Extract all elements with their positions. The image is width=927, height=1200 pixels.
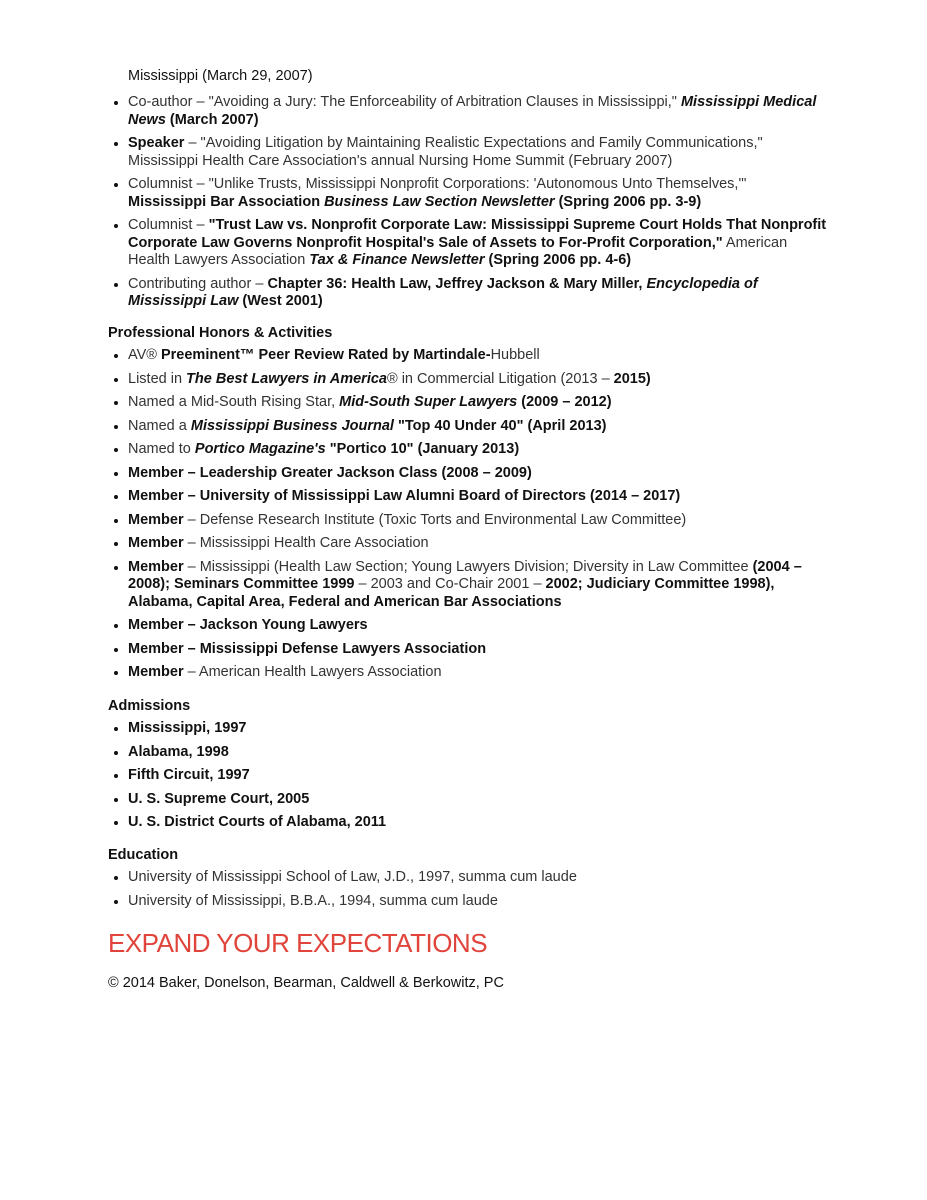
- honor-item-text: Named to: [128, 441, 195, 457]
- honor-item-text: – Defense Research Institute (Toxic Torts and Environmental Law Committee): [183, 511, 687, 528]
- publication-item-text: (Spring 2006 pp. 3-9): [554, 193, 702, 210]
- bullet-icon: [114, 448, 118, 452]
- bullet-icon: [114, 378, 118, 382]
- publication-item: [108, 94, 828, 129]
- honor-item-text: Mississippi Business Journal: [190, 417, 394, 434]
- admission-item-text: Fifth Circuit, 1997: [128, 767, 250, 783]
- publication-item-text: Mississippi Medical News: [128, 94, 817, 128]
- honor-item-text: Member: [128, 664, 184, 680]
- honor-item-text: Preeminent™ Peer Review Rated by Martindale-: [160, 347, 491, 363]
- honor-item-text: – Mississippi (Health Law Section; Young Lawyers Division; Diversity in Law Committee: [183, 558, 753, 575]
- honor-item-text: (2004 – 2008); Seminars Committee 1999: [128, 558, 802, 592]
- honor-item: [108, 617, 828, 635]
- publication-item: [108, 217, 828, 270]
- honor-item: [108, 371, 828, 389]
- honor-item-text: Member – Jackson Young Lawyers: [128, 617, 368, 633]
- publication-item-text: Speaker: [128, 135, 185, 151]
- admission-item: [108, 744, 828, 762]
- honor-item-text: – American Health Lawyers Association: [183, 664, 442, 680]
- honor-item: [108, 441, 828, 459]
- bullet-icon: [114, 183, 118, 187]
- honor-item-text: – Mississippi Health Care Association: [183, 535, 429, 551]
- honor-item: [108, 347, 828, 365]
- honor-item-text: Member – Leadership Greater Jackson Class (2008 – 2009): [128, 464, 532, 481]
- bullet-icon: [114, 224, 118, 228]
- publication-item: [108, 276, 828, 311]
- honor-item-text: (2009 – 2012): [517, 394, 612, 410]
- honor-item-text: 2015): [613, 370, 651, 387]
- bullet-icon: [114, 401, 118, 405]
- continued-line: Mississippi (March 29, 2007): [128, 68, 313, 84]
- bullet-icon: [114, 425, 118, 429]
- honors-list: [108, 347, 828, 688]
- bullet-icon: [114, 876, 118, 880]
- bullet-icon: [114, 566, 118, 570]
- publication-item-text: Encyclopedia of Mississippi Law: [128, 275, 758, 309]
- honor-item: [108, 418, 828, 436]
- honor-item-text: Member: [128, 511, 184, 528]
- admission-item-text: Mississippi, 1997: [128, 720, 247, 736]
- bullet-icon: [114, 142, 118, 146]
- bullet-icon: [114, 900, 118, 904]
- publication-item-text: American Health Lawyers Association: [128, 234, 788, 268]
- bullet-icon: [114, 354, 118, 358]
- honor-item-text: Member – Mississippi Defense Lawyers Association: [128, 640, 487, 657]
- bullet-icon: [114, 751, 118, 755]
- honor-item-text: "Top 40 Under 40" (April 2013): [393, 417, 607, 434]
- honor-item: [108, 664, 828, 682]
- honor-item-text: Member: [128, 558, 184, 575]
- honor-item: [108, 465, 828, 483]
- education-item: [108, 893, 828, 911]
- honor-item-text: Member – University of Mississippi Law Alumni Board of Directors (2014 – 2017): [128, 488, 681, 504]
- bullet-icon: [114, 727, 118, 731]
- bullet-icon: [114, 774, 118, 778]
- publication-item-text: Chapter 36: Health Law, Jeffrey Jackson & Mary Miller,: [267, 275, 647, 292]
- publication-item-text: Contributing author –: [128, 275, 268, 292]
- admission-item-text: U. S. District Courts of Alabama, 2011: [128, 814, 387, 830]
- bullet-icon: [114, 519, 118, 523]
- honor-item: [108, 535, 828, 553]
- admissions-list: [108, 720, 828, 838]
- honors-heading: Professional Honors & Activities: [108, 325, 333, 341]
- publication-item-text: – "Avoiding Litigation by Maintaining Realistic Expectations and Family Communications," Mississippi Health Care Association's annual Nursing Home Summit (February 2007): [128, 135, 763, 169]
- publications-list: [108, 94, 828, 317]
- honor-item-text: The Best Lawyers in America: [186, 370, 387, 387]
- bullet-icon: [114, 624, 118, 628]
- admissions-heading: Admissions: [108, 698, 191, 714]
- publication-item-text: Business Law Section Newsletter: [324, 193, 555, 210]
- honor-item: [108, 641, 828, 659]
- publication-item-text: (March 2007): [165, 111, 259, 128]
- publication-item-text: Co-author – "Avoiding a Jury: The Enforceability of Arbitration Clauses in Mississippi,": [128, 94, 681, 110]
- bullet-icon: [114, 671, 118, 675]
- honor-item: [108, 512, 828, 530]
- honor-item: [108, 488, 828, 506]
- copyright-notice: © 2014 Baker, Donelson, Bearman, Caldwell & Berkowitz, PC: [108, 975, 504, 991]
- honor-item-text: Mid-South Super Lawyers: [339, 394, 518, 410]
- honor-item-text: Portico Magazine's: [194, 441, 326, 457]
- publication-item-text: Columnist – "Unlike Trusts, Mississippi Nonprofit Corporations: 'Autonomous Unto Themselves,'": [128, 176, 747, 192]
- education-item-text: University of Mississippi School of Law, J.D., 1997, summa cum laude: [128, 869, 577, 885]
- bullet-icon: [114, 648, 118, 652]
- publication-item-text: "Trust Law vs. Nonprofit Corporate Law: Mississippi Supreme Court Holds That Nonprofit Corporate Law Governs Nonprofit Hospital's Sale of Assets to For-Profit Corporation,": [128, 217, 827, 251]
- admission-item-text: Alabama, 1998: [128, 743, 229, 760]
- education-list: [108, 869, 828, 916]
- admission-item: [108, 814, 828, 832]
- publication-item-text: Tax & Finance Newsletter: [309, 252, 485, 268]
- honor-item-text: AV®: [128, 347, 161, 363]
- bullet-icon: [114, 542, 118, 546]
- education-item: [108, 869, 828, 887]
- bullet-icon: [114, 821, 118, 825]
- publication-item: [108, 176, 828, 211]
- honor-item-text: Listed in: [128, 370, 187, 387]
- honor-item-text: ® in Commercial Litigation (2013 –: [386, 370, 614, 387]
- honor-item-text: – 2003 and Co-Chair 2001 –: [354, 576, 546, 592]
- bullet-icon: [114, 283, 118, 287]
- honor-item-text: Named a: [128, 417, 191, 434]
- honor-item-text: Named a Mid-South Rising Star,: [128, 394, 340, 410]
- bullet-icon: [114, 798, 118, 802]
- bullet-icon: [114, 472, 118, 476]
- tagline: EXPAND YOUR EXPECTATIONS: [108, 928, 488, 958]
- bullet-icon: [114, 101, 118, 105]
- publication-item: [108, 135, 828, 170]
- publication-item-text: (West 2001): [238, 293, 323, 309]
- bullet-icon: [114, 495, 118, 499]
- education-heading: Education: [108, 847, 179, 863]
- honor-item-text: "Portico 10" (January 2013): [325, 441, 520, 457]
- admission-item-text: U. S. Supreme Court, 2005: [128, 790, 310, 807]
- honor-item-text: Hubbell: [490, 347, 540, 363]
- publication-item-text: (Spring 2006 pp. 4-6): [484, 252, 632, 268]
- admission-item: [108, 720, 828, 738]
- publication-item-text: Mississippi Bar Association: [128, 193, 325, 210]
- education-item-text: University of Mississippi, B.B.A., 1994, summa cum laude: [128, 892, 498, 909]
- honor-item-text: Member: [128, 535, 184, 551]
- honor-item: [108, 394, 828, 412]
- honor-item: [108, 559, 828, 612]
- admission-item: [108, 767, 828, 785]
- publication-item-text: Columnist –: [128, 217, 209, 233]
- honor-item-text: 2002; Judiciary Committee 1998), Alabama, Capital Area, Federal and American Bar Associations: [128, 576, 775, 610]
- admission-item: [108, 791, 828, 809]
